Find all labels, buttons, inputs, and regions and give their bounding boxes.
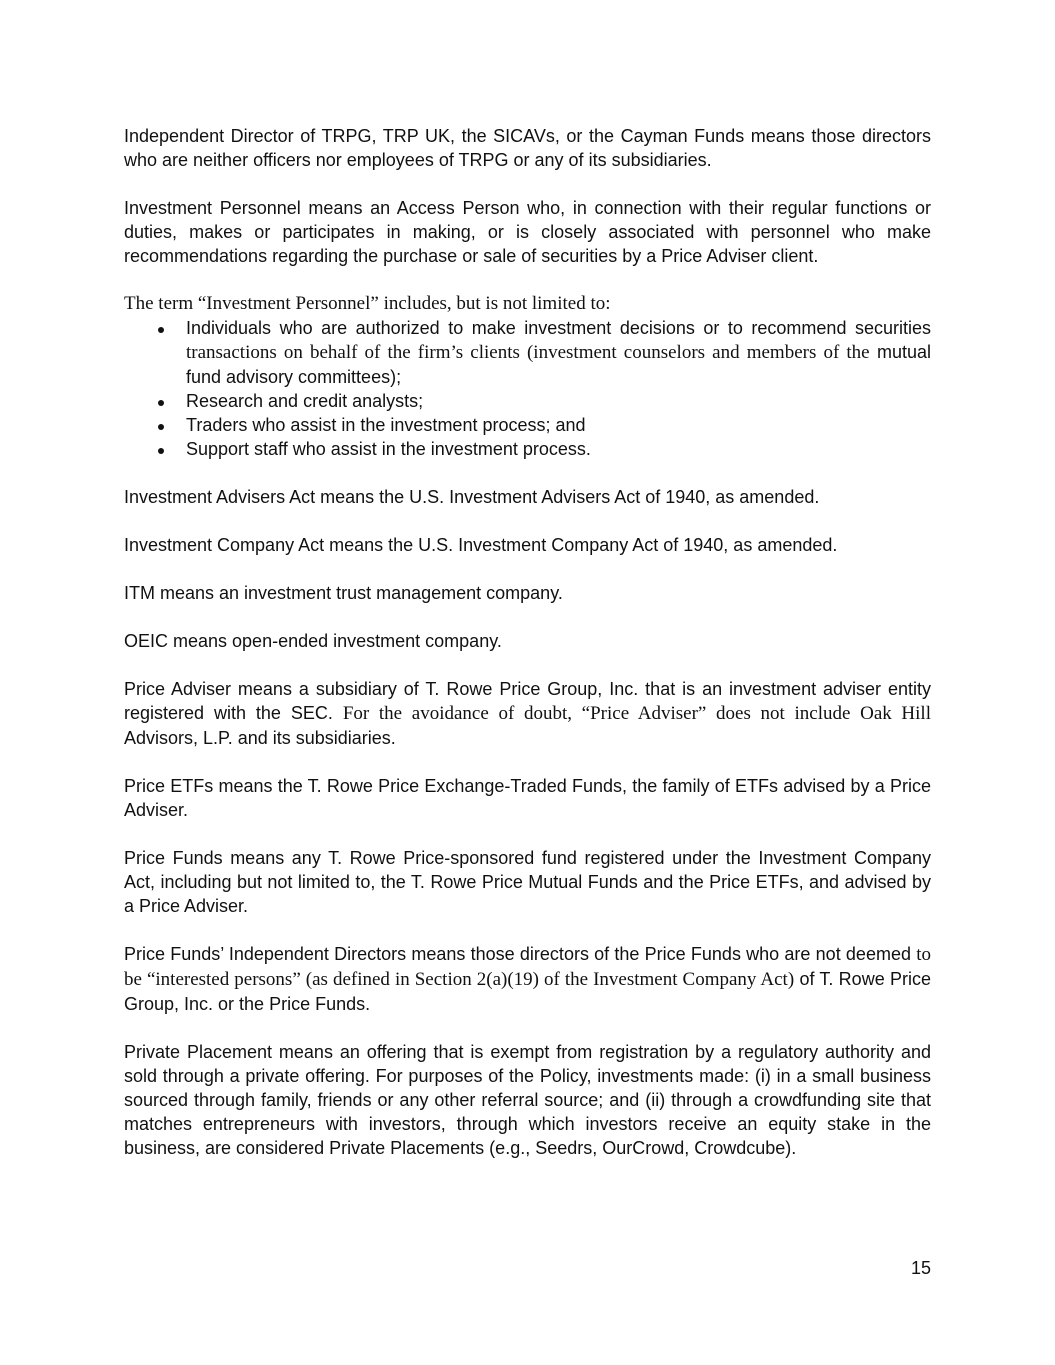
definition-price-etfs: Price ETFs means the T. Rowe Price Exchange-Traded Funds, the family of ETFs advised by a Price Adviser.: [124, 776, 931, 820]
list-item-text: Individuals who are authorized to make investment decisions or to recommend securities: [186, 318, 931, 338]
list-item: [124, 389, 931, 413]
definition-private-placement: Private Placement means an offering that is exempt from registration by a regulatory authority and sold through a private offering. For purposes of the Policy, investments made: (i) in a small business sourced through family, friends or any other referral source; and (ii) through a crowdfunding site that matches entrepreneurs with investors, through which investors receive an equity stake in the business, are considered Private Placements (e.g., Seedrs, OurCrowd, Crowdcube).: [124, 1042, 931, 1158]
list-item-text-serif: transactions on behalf of the firm’s clients (investment counselors and members of the: [186, 342, 870, 363]
page-number: 15: [910, 1258, 931, 1278]
list-item-text: Support staff who assist in the investment process.: [186, 439, 591, 459]
independent-directors-serif: to be “interested persons” (as defined in Section 2(a)(19) of the Investment Company Act): [124, 944, 931, 990]
independent-directors-tail: of T. Rowe Price Group, Inc. or the Price Funds.: [124, 969, 931, 1014]
investment-personnel-intro: The term “Investment Personnel” includes, but is not limited to:: [124, 293, 611, 314]
definition-investment-personnel: Investment Personnel means an Access Person who, in connection with their regular functions or duties, makes or participates in making, or is closely associated with personnel who make recommendations regarding the purchase or sale of securities by a Price Adviser client.: [124, 198, 931, 266]
list-item-text: Research and credit analysts;: [186, 391, 424, 411]
definition-price-funds-independent-directors: [124, 942, 931, 1016]
list-item: [124, 413, 931, 437]
bullet-icon: [158, 424, 164, 430]
bullet-icon: [158, 400, 164, 406]
definition-price-funds: Price Funds means any T. Rowe Price-sponsored fund registered under the Investment Company Act, including but not limited to, the T. Rowe Price Mutual Funds and the Price ETFs, and advised by a Price Adviser.: [124, 848, 931, 916]
list-item: [124, 316, 931, 389]
independent-directors-text: Price Funds’ Independent Directors means those directors of the Price Funds who are not deemed: [124, 944, 911, 964]
price-adviser-text: Price Adviser means a subsidiary of T. Rowe Price Group, Inc. that is an investment adviser entity registered with the SEC.: [124, 679, 931, 723]
investment-personnel-list: [124, 316, 931, 461]
list-item-text: Traders who assist in the investment process; and: [186, 415, 586, 435]
definition-oeic: OEIC means open-ended investment company.: [124, 631, 502, 651]
bullet-icon: [158, 448, 164, 454]
definition-investment-advisers-act: Investment Advisers Act means the U.S. Investment Advisers Act of 1940, as amended.: [124, 487, 820, 507]
price-adviser-exclusion: For the avoidance of doubt, “Price Adviser” does not include Oak Hill: [342, 703, 931, 724]
list-item: [124, 437, 931, 461]
price-adviser-exclusion-tail: Advisors, L.P. and its subsidiaries.: [124, 728, 396, 748]
definition-investment-company-act: Investment Company Act means the U.S. Investment Company Act of 1940, as amended.: [124, 535, 838, 555]
definition-itm: ITM means an investment trust management company.: [124, 583, 563, 603]
definition-independent-director: Independent Director of TRPG, TRP UK, the SICAVs, or the Cayman Funds means those directors who are neither officers nor employees of TRPG or any of its subsidiaries.: [124, 126, 931, 170]
definition-price-adviser: [124, 677, 931, 750]
bullet-icon: [158, 327, 164, 333]
list-item-text-tail: mutual fund advisory committees);: [186, 342, 931, 387]
document-page: [124, 124, 931, 1184]
